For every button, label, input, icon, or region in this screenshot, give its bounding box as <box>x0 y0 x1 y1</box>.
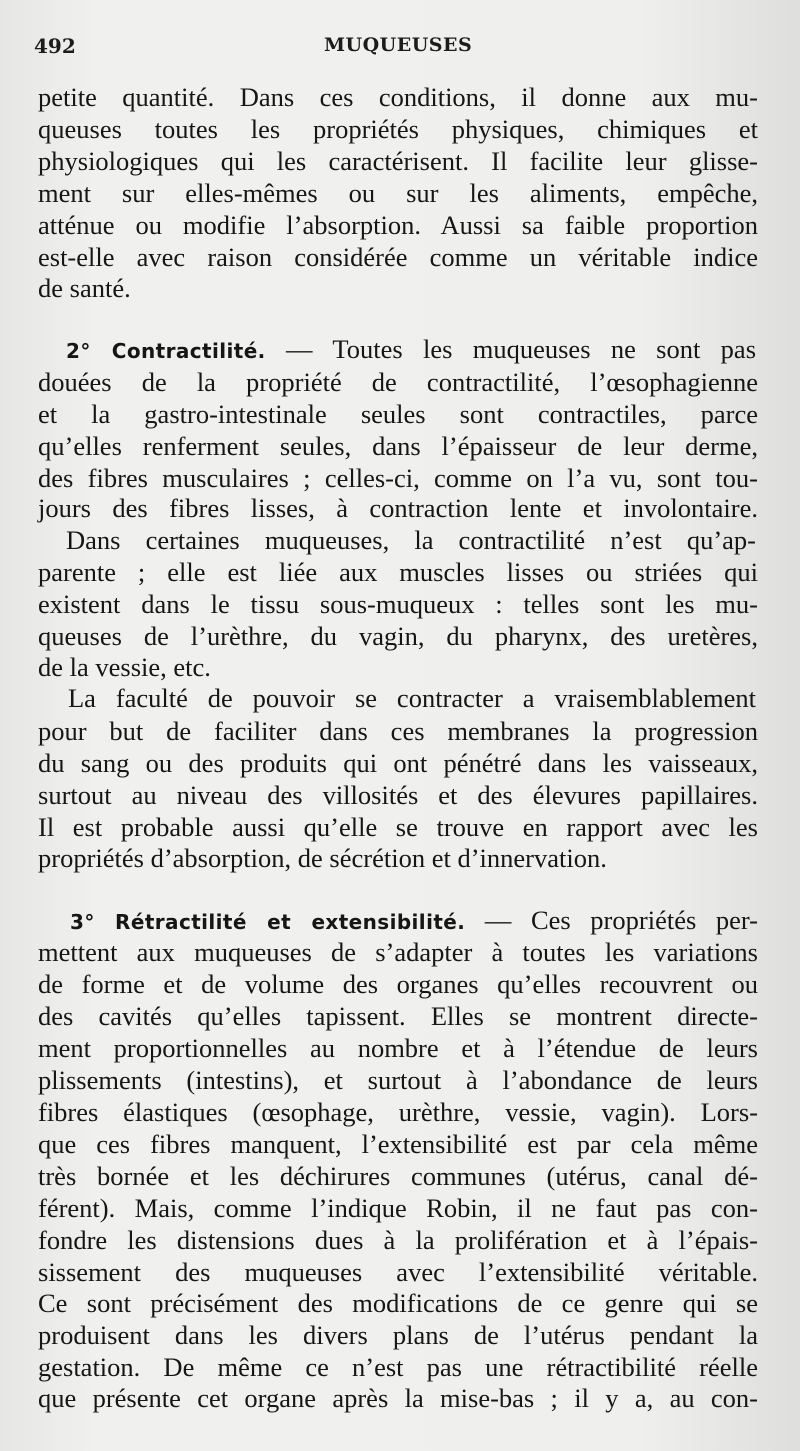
text-line: Il est probable aussi qu’elle se trouve en rapport avec les <box>38 812 758 842</box>
text-line: parente ; elle est liée aux muscles lisses ou striées qui <box>38 557 758 587</box>
section-heading-line <box>70 903 758 937</box>
text-line: physiologiques qui les caractérisent. Il facilite leur glisse- <box>38 146 758 176</box>
text-line: fibres élastiques (œsophage, urèthre, vessie, vagin). Lors- <box>38 1097 758 1127</box>
text-line: de santé. <box>38 273 131 303</box>
running-head: MUQUEUSES <box>324 34 473 56</box>
text-line: et la gastro-intestinale seules sont contractiles, parce <box>38 399 758 429</box>
section-heading-contractilite: 2° Contractilité. <box>66 339 266 363</box>
text-line: des fibres musculaires ; celles-ci, comme on l’a vu, sont tou- <box>38 463 758 493</box>
text-line: de la vessie, etc. <box>38 652 211 682</box>
text-line: plissements (intestins), et surtout à l’abondance de leurs <box>38 1065 758 1095</box>
text-line: existent dans le tissu sous-muqueux : telles sont les mu- <box>38 589 758 619</box>
text-line: ment sur elles-mêmes ou sur les aliments, empêche, <box>38 178 758 208</box>
text-line: férent). Mais, comme l’indique Robin, il ne faut pas con- <box>38 1193 758 1223</box>
text-line: surtout au niveau des villosités et des élevures papillaires. <box>38 780 758 810</box>
text-line: des cavités qu’elles tapissent. Elles se montrent directe- <box>38 1001 758 1031</box>
text-line: que ces fibres manquent, l’extensibilité est par cela même <box>38 1129 758 1159</box>
page-header <box>34 34 754 64</box>
section-heading-retractilite: 3° Rétractilité et extensibilité. <box>70 910 466 934</box>
text-line: du sang ou des produits qui ont pénétré dans les vaisseaux, <box>38 748 758 778</box>
text-line: de forme et de volume des organes qu’elles recouvrent ou <box>38 969 758 999</box>
section-heading-line <box>66 332 756 366</box>
text-line: queuses toutes les propriétés physiques, chimiques et <box>38 114 758 144</box>
text-line: Dans certaines muqueuses, la contractilité n’est qu’ap- <box>66 525 756 555</box>
heading-line-text: — Ces propriétés per- <box>484 905 759 935</box>
heading-line-text: — Toutes les muqueuses ne sont pas <box>286 334 757 364</box>
text-line: sissement des muqueuses avec l’extensibilité véritable. <box>38 1257 758 1287</box>
text-line: douées de la propriété de contractilité, l’œsophagienne <box>38 367 758 397</box>
text-line: mettent aux muqueuses de s’adapter à toutes les variations <box>38 937 758 967</box>
text-line: atténue ou modifie l’absorption. Aussi sa faible proportion <box>38 210 758 240</box>
text-line: très bornée et les déchirures communes (utérus, canal dé- <box>38 1161 758 1191</box>
text-line: petite quantité. Dans ces conditions, il donne aux mu- <box>38 82 758 112</box>
text-line: fondre les distensions dues à la prolifération et à l’épais- <box>38 1225 758 1255</box>
text-line: queuses de l’urèthre, du vagin, du pharynx, des uretères, <box>38 621 758 651</box>
text-line: gestation. De même ce n’est pas une rétractibilité réelle <box>38 1352 758 1382</box>
text-line: que présente cet organe après la mise-bas ; il y a, au con- <box>38 1383 758 1413</box>
text-line: propriétés d’absorption, de sécrétion et d’innervation. <box>38 843 607 873</box>
text-line: qu’elles renferment seules, dans l’épaisseur de leur derme, <box>38 431 758 461</box>
page-number: 492 <box>34 34 76 58</box>
text-line: ment proportionnelles au nombre et à l’étendue de leurs <box>38 1033 758 1063</box>
text-line: Ce sont précisément des modifications de ce genre qui se <box>38 1288 758 1318</box>
text-line: produisent dans les divers plans de l’utérus pendant la <box>38 1320 758 1350</box>
text-line: La faculté de pouvoir se contracter a vraisemblablement <box>68 683 756 713</box>
text-line: est-elle avec raison considérée comme un véritable indice <box>38 242 758 272</box>
text-line: pour but de faciliter dans ces membranes la progression <box>38 716 758 746</box>
text-line: jours des fibres lisses, à contraction lente et involontaire. <box>38 493 758 523</box>
